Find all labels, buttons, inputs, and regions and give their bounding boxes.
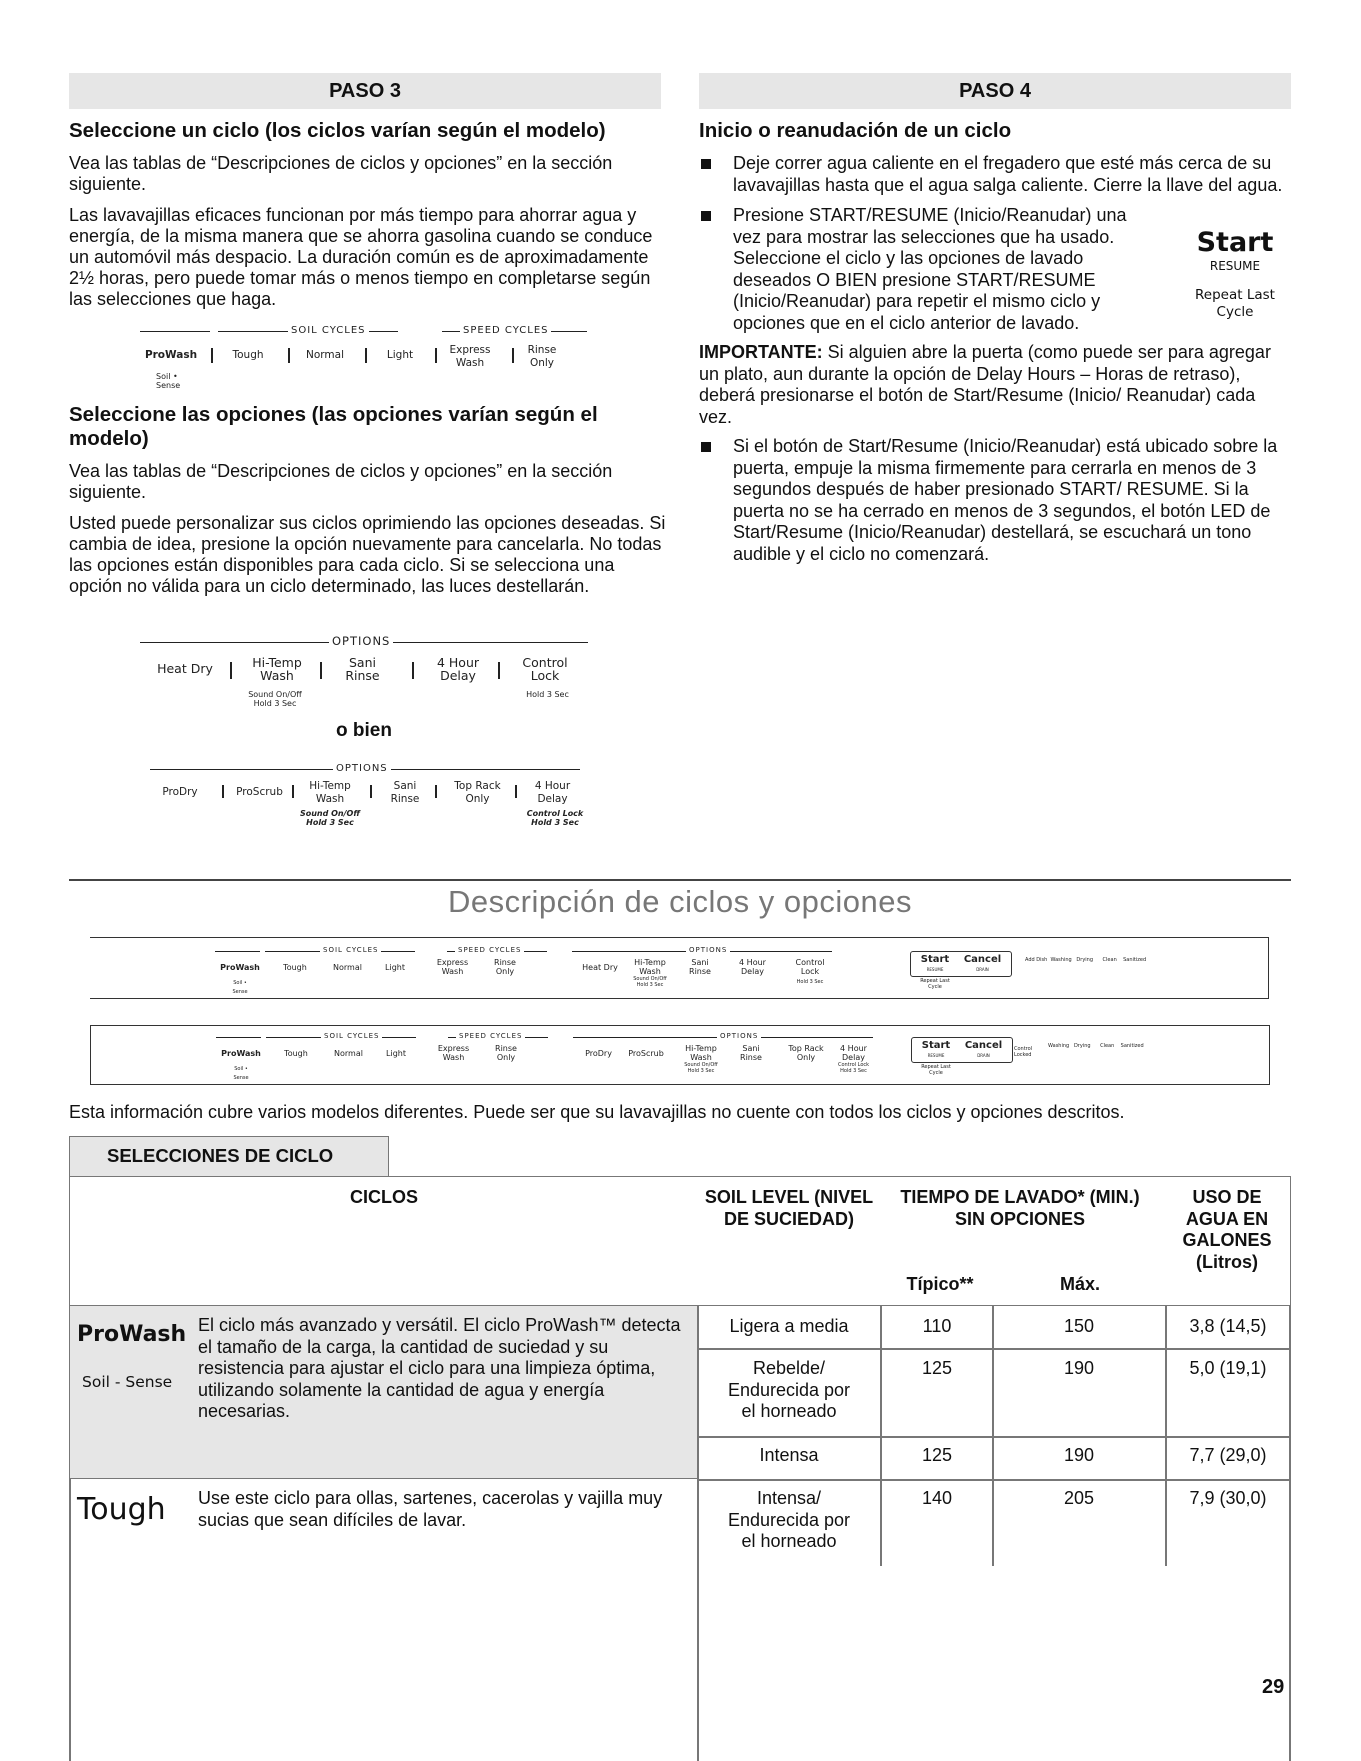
prodry-button[interactable]: ProDry — [162, 786, 198, 798]
step3-paragraph-4: Usted puede personalizar sus ciclos oprimiendo las opciones deseadas. Si cambia de idea, presione la opción nuevamente para cancelarla. No todas las opciones están disponibles para cada ciclo. Si se selecciona una opción no válida para un ciclo determinado, las luces destellarán. — [69, 513, 666, 596]
start-button-label[interactable]: Start — [1196, 227, 1274, 258]
cycle-selections-tab — [69, 1136, 389, 1176]
speed-cycles-label: SPEED CYCLES — [460, 325, 551, 336]
cycle-selections-tab-label: SELECCIONES DE CICLO — [107, 1145, 334, 1166]
cycle-label: Cycle — [1216, 304, 1254, 320]
panel2-start-button[interactable]: Start — [921, 1040, 951, 1051]
soil-cell-4: Intensa/ Endurecida por el horneado — [727, 1488, 851, 1551]
soil-sense-label: Soil • Sense — [156, 372, 181, 390]
step3-heading: PASO 3 — [69, 73, 661, 109]
top-rack-only-button[interactable]: Top Rack Only — [454, 780, 501, 805]
full-control-panel-1: SOIL CYCLES SPEED CYCLES ProWash Soil • Sense Tough Normal Light Express Wash Rinse Only OPTIONS Heat Dry Hi-Temp Wash Sani Rinse 4 Hour Delay Control Lock Sound On/Off Hold 3 Sec Hold 3 Sec Start RESUME Cancel DRAIN Repeat Last Cycle Add Dish Washing Drying Clean Sanitized — [90, 937, 1269, 999]
express-wash-button[interactable]: Express Wash — [449, 344, 491, 369]
coverage-note: Esta información cubre varios modelos diferentes. Puede ser que su lavavajillas no cuente con todos los ciclos y opciones descritos. — [69, 1102, 1125, 1122]
important-note: IMPORTANTE: Si alguien abre la puerta (como puede ser para agregar un plato, aun durante la opción de Delay Hours – Horas de retraso), deberá presionarse el botón de Start/Resume (Inicio/ Reanudar) cada vez. — [699, 342, 1271, 427]
tipico-cell-2: 125 — [921, 1358, 953, 1378]
panel1-cancel-button[interactable]: Cancel — [963, 954, 1002, 965]
section-title: Descripción de ciclos y opciones — [448, 884, 912, 919]
max-cell-1: 150 — [1063, 1316, 1095, 1336]
options-panel-illustration-2 — [150, 760, 590, 830]
prowash-description: El ciclo más avanzado y versátil. El ciclo ProWash™ detecta el tamaño de la carga, la cantidad de suciedad y su resistencia para ajustar el ciclo para una limpieza óptima, utilizando solamente la cantidad de agua y energía necesarias. — [198, 1315, 681, 1421]
prowash-name: ProWash — [77, 1322, 187, 1347]
proscrub-button[interactable]: ProScrub — [236, 786, 283, 798]
normal-button[interactable]: Normal — [306, 349, 344, 361]
cycle-panel-illustration — [140, 318, 600, 390]
header-tiempo: TIEMPO DE LAVADO* (MIN.) SIN OPCIONES — [900, 1187, 1140, 1229]
soil-cycles-label: SOIL CYCLES — [288, 325, 369, 336]
uso-cell-4: 7,9 (30,0) — [1189, 1488, 1267, 1508]
step3-paragraph-1: Vea las tablas de “Descripciones de ciclos y opciones” en la sección siguiente. — [69, 153, 613, 194]
start-resume-illustration — [1180, 228, 1290, 320]
step3-paragraph-3: Vea las tablas de “Descripciones de ciclos y opciones” en la sección siguiente. — [69, 461, 613, 502]
max-cell-3: 190 — [1063, 1445, 1095, 1465]
tipico-cell-1: 110 — [922, 1316, 952, 1336]
soil-sense-name: Soil - Sense — [82, 1373, 173, 1391]
options-label: OPTIONS — [329, 634, 393, 648]
max-cell-4: 205 — [1063, 1488, 1095, 1508]
repeat-last-label[interactable]: Repeat Last — [1195, 287, 1275, 303]
sani-rinse-button-2[interactable]: Sani Rinse — [390, 780, 420, 805]
soil-cell-1: Ligera a media — [729, 1316, 849, 1336]
start-resume-title: Inicio o reanudación de un ciclo — [699, 119, 1012, 142]
prowash-button[interactable]: ProWash — [144, 349, 198, 361]
panel1-start-button[interactable]: Start — [920, 954, 950, 965]
uso-cell-3: 7,7 (29,0) — [1189, 1445, 1267, 1465]
step4-bullet-2: Presione START/RESUME (Inicio/Reanudar) una vez para mostrar las selecciones que ha usado. Seleccione el ciclo y las opciones de lavado deseados O BIEN presione START/RESUME (Inicio/Reanudar) para repetir el mismo ciclo y opciones que en el ciclo anterior de lavado. — [699, 205, 1143, 334]
header-soil-level: SOIL LEVEL (NIVEL DE SUCIEDAD) — [704, 1187, 874, 1229]
4-hour-delay-button-2[interactable]: 4 Hour Delay — [534, 780, 571, 805]
header-tipico: Típico** — [906, 1274, 974, 1294]
options-label-2: OPTIONS — [333, 763, 391, 774]
soil-cell-2: Rebelde/ Endurecida por el horneado — [727, 1358, 851, 1421]
full-control-panel-2: SOIL CYCLES SPEED CYCLES ProWash Soil • Sense Tough Normal Light Express Wash Rinse Only OPTIONS ProDry ProScrub Hi-Temp Wash Sani Rinse Top Rack Only 4 Hour Delay Sound On/Off Hold 3 Sec Control Lock Hold 3 Sec Start RESUME Cancel DRAIN Repeat Last Cycle Control Locked Washing Drying Clean Sanitized — [90, 1025, 1270, 1085]
select-cycle-title: Seleccione un ciclo (los ciclos varían según el modelo) — [69, 119, 606, 142]
tough-button[interactable]: Tough — [232, 349, 264, 361]
options-panel-illustration-1 — [140, 632, 600, 712]
tipico-cell-3: 125 — [921, 1445, 953, 1465]
header-uso: USO DE AGUA EN GALONES (Litros) — [1182, 1187, 1272, 1272]
page-number: 29 — [1262, 1676, 1285, 1698]
step3-paragraph-2: Las lavavajillas eficaces funcionan por más tiempo para ahorrar agua y energía, de la misma manera que se ahorra gasolina cuando se conduce un automóvil más despacio. La duración común es de aproximadamente 2½ horas, pero puede tomar más o menos tiempo en completarse según las selecciones que haga. — [69, 205, 653, 309]
light-button[interactable]: Light — [386, 349, 414, 361]
header-ciclos: CICLOS — [349, 1187, 418, 1207]
heat-dry-button[interactable]: Heat Dry — [157, 661, 213, 676]
rinse-only-button[interactable]: Rinse Only — [527, 344, 557, 369]
step4-heading: PASO 4 — [699, 73, 1291, 109]
control-lock-button[interactable]: Control Lock — [522, 655, 568, 683]
step4-bullet-3: Si el botón de Start/Resume (Inicio/Reanudar) está ubicado sobre la puerta, empuje la misma firmemente para cerrarla en menos de 3 segundos después de haber presionado START/ RESUME. Si la puerta no se ha cerrado en menos de 3 segundos, el botón LED de Start/Resume (Inicio/Reanudar) destellará, se escuchará un tono audible y el ciclo no comenzará. — [699, 436, 1291, 565]
sani-rinse-button[interactable]: Sani Rinse — [345, 655, 380, 683]
sound-on-off-label-2: Sound On/Off Hold 3 Sec — [299, 809, 361, 827]
uso-cell-2: 5,0 (19,1) — [1189, 1358, 1267, 1378]
4-hour-delay-button[interactable]: 4 Hour Delay — [436, 655, 480, 683]
hi-temp-wash-button[interactable]: Hi-Temp Wash — [252, 655, 302, 683]
tough-description: Use este ciclo para ollas, sartenes, cacerolas y vajilla muy sucias que sean difíciles de lavar. — [198, 1488, 663, 1530]
or-label: o bien — [336, 720, 392, 741]
select-options-title: Seleccione las opciones (las opciones varían según el modelo) — [69, 403, 598, 450]
tough-name: Tough — [77, 1492, 166, 1527]
resume-label: RESUME — [1209, 259, 1261, 273]
panel2-cancel-button[interactable]: Cancel — [964, 1040, 1003, 1051]
section-divider — [69, 879, 1291, 881]
tipico-cell-4: 140 — [921, 1488, 953, 1508]
hi-temp-wash-button-2[interactable]: Hi-Temp Wash — [309, 780, 351, 805]
header-max: Máx. — [1059, 1274, 1101, 1294]
step4-bullet-1: Deje correr agua caliente en el fregadero que esté más cerca de su lavavajillas hasta que el agua salga caliente. Cierre la llave del agua. — [699, 153, 1291, 196]
soil-cell-3: Intensa — [759, 1445, 819, 1465]
control-lock-label-2: Control Lock Hold 3 Sec — [526, 809, 584, 827]
sound-on-off-label: Sound On/Off Hold 3 Sec — [248, 690, 302, 708]
uso-cell-1: 3,8 (14,5) — [1189, 1316, 1267, 1336]
max-cell-2: 190 — [1063, 1358, 1095, 1378]
control-lock-hold-label: Hold 3 Sec — [526, 690, 569, 699]
